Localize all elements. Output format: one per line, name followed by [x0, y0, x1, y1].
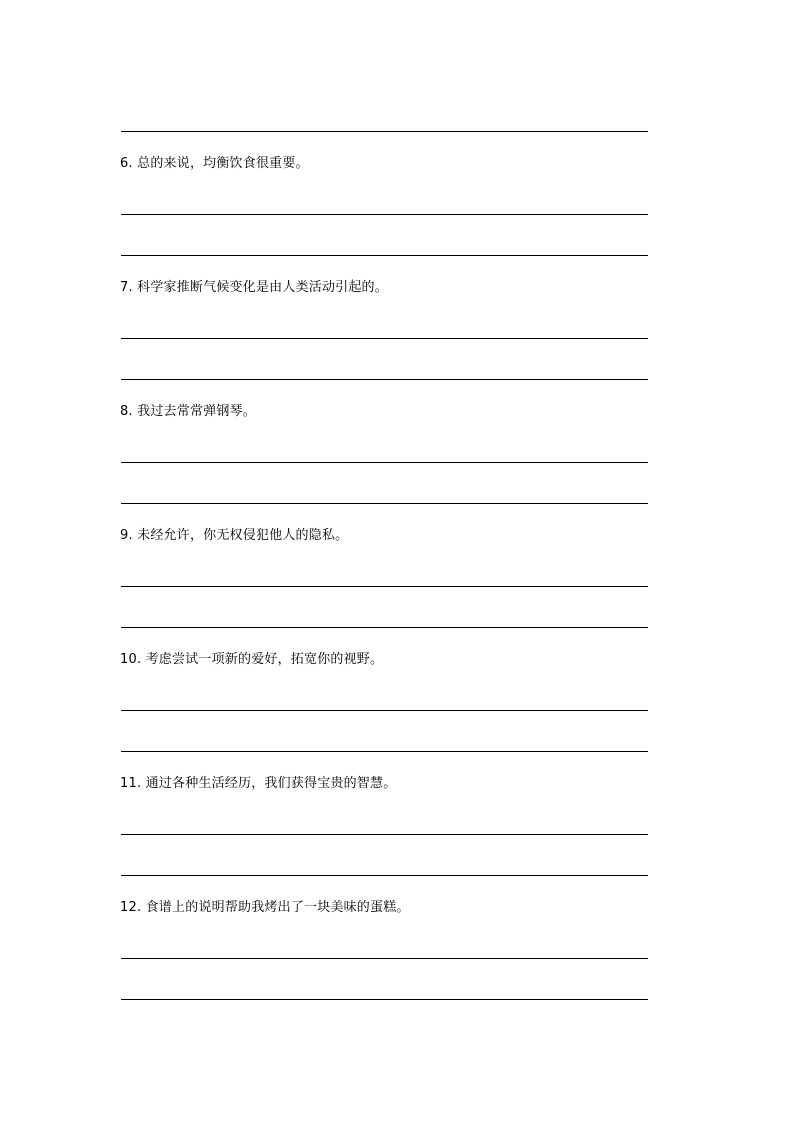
question-number: 6. — [120, 156, 138, 171]
answer-line — [121, 875, 648, 876]
answer-line — [121, 379, 648, 380]
question-number: 11. — [120, 776, 146, 791]
question-8 — [120, 404, 256, 420]
question-number: 8. — [120, 404, 138, 419]
question-7 — [120, 280, 388, 296]
question-text: 通过各种生活经历，我们获得宝贵的智慧。 — [145, 776, 397, 791]
question-number: 9. — [120, 528, 138, 543]
answer-line — [121, 462, 648, 463]
answer-line — [121, 338, 648, 339]
answer-line — [121, 586, 648, 587]
question-11 — [120, 776, 396, 792]
question-6 — [120, 156, 309, 172]
question-text: 科学家推断气候变化是由人类活动引起的。 — [137, 280, 388, 295]
question-number: 7. — [120, 280, 138, 295]
question-9 — [120, 528, 348, 544]
answer-line — [121, 503, 648, 504]
question-text: 我过去常常弹钢琴。 — [137, 404, 256, 419]
question-10 — [120, 652, 383, 668]
question-number: 10. — [120, 652, 146, 667]
question-12 — [120, 900, 410, 916]
answer-line — [121, 627, 648, 628]
answer-line — [121, 255, 648, 256]
answer-line — [121, 710, 648, 711]
question-text: 食谱上的说明帮助我烤出了一块美味的蛋糕。 — [145, 900, 410, 915]
question-text: 未经允许，你无权侵犯他人的隐私。 — [137, 528, 349, 543]
answer-line — [121, 958, 648, 959]
answer-line — [121, 214, 648, 215]
question-text: 总的来说，均衡饮食很重要。 — [137, 156, 309, 171]
question-text: 考虑尝试一项新的爱好，拓宽你的视野。 — [145, 652, 384, 667]
answer-line — [121, 999, 648, 1000]
answer-line — [121, 834, 648, 835]
answer-line — [121, 751, 648, 752]
answer-line — [121, 131, 648, 132]
question-number: 12. — [120, 900, 146, 915]
